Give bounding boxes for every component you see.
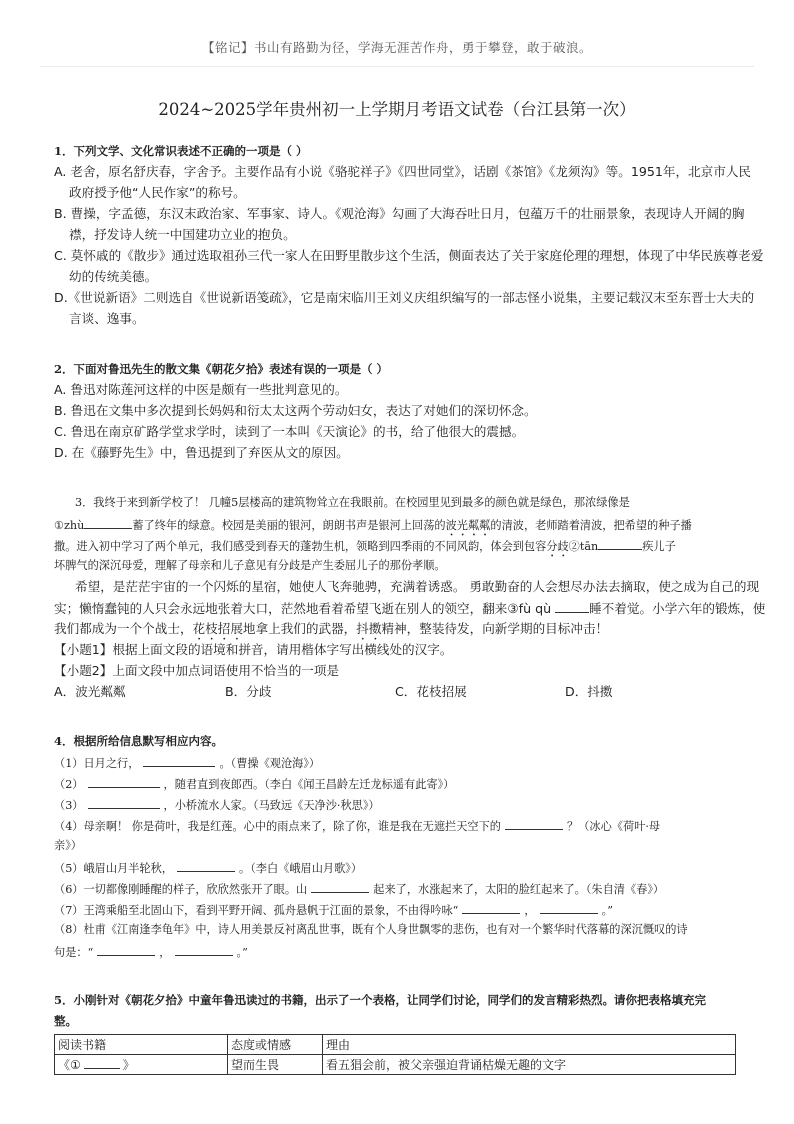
q4-item-3: （3） ，小桥流水人家。（马致远《天净沙·秋思》） (54, 796, 380, 814)
q2-option-b: B. 鲁迅在文集中多次提到长妈妈和衍太太这两个劳动妇女，表达了对她们的深切怀念。 (54, 403, 537, 418)
q3-passage-line1: 3．我终于来到新学校了！ 几幢5层楼高的建筑物耸立在我眼前。在校园里见到最多的颜色就是绿色，那浓绿像是 (75, 496, 630, 509)
header-book: 阅读书籍 (55, 1035, 228, 1055)
header-reason: 理由 (323, 1035, 736, 1055)
blank-4-4[interactable] (505, 817, 563, 830)
q1-option-c-line1: C. 莫怀戚的《散步》通过选取祖孙三代一家人在田野里散步这个生活，侧面表达了关于家庭伦理的理想，体现了中华民族尊老爱 (54, 248, 764, 263)
q1-option-d-line2: 言谈、逸事。 (69, 311, 145, 326)
blank-4-8b[interactable] (175, 943, 233, 956)
table-row (55, 1055, 736, 1075)
pinyin-tan: ②tān (568, 540, 599, 553)
q3-passage-line2: ①zhù 蓄了终年的绿意。校园是美丽的银河，朗朗书声是银河上回荡的波光粼粼的清波，老师踏着清波，把希望的种子播 (54, 516, 692, 539)
q1-option-a-line1: A. 老舍，原名舒庆春，字舍予。主要作品有小说《骆驼祥子》《四世同堂》，话剧《茶馆》《龙须沟》等。1951年，北京市人民 (54, 164, 752, 179)
blank-2[interactable] (598, 537, 642, 550)
row1-book: 《① 》 (55, 1055, 228, 1075)
q4-item-1: （1）日月之行， 。（曹操《观沧海》） (54, 754, 320, 772)
header-attitude: 态度或情感 (228, 1035, 323, 1055)
blank-4-1[interactable] (143, 754, 215, 767)
motto-banner: 【铭记】书山有路勤为径，学海无涯苦作舟，勇于攀登，敢于破浪。 (201, 40, 592, 55)
q3-subquestion-2: 【小题2】上面文段中加点词语使用不恰当的一项是 (54, 663, 340, 678)
q3-passage-line4: 坏脾气的深沉母爱，理解了母亲和儿子意见有分歧是产生委屈儿子的那份孝顺。 (54, 559, 446, 572)
q4-item-8-line1: （8）杜甫《江南逢李龟年》中，诗人用美景反衬离乱世事，既有个人身世飘零的悲伤，也有对一个繁华时代落幕的深沉慨叹的诗 (54, 923, 688, 936)
table-header-row (55, 1035, 736, 1055)
q5-stem-line2: 整。 (54, 1014, 77, 1028)
q3-choice-a: A．波光粼粼 (54, 684, 126, 699)
q3-paragraph2-line1: 希望，是茫茫宇宙的一个闪烁的星宿，她使人飞奔驰骋，充满着诱惑。 勇敢勤奋的人会想尽办法去摘取，使之成为自己的现 (75, 579, 760, 594)
q1-stem: 1．下列文学、文化常识表述不正确的一项是（ ） (54, 144, 308, 158)
exam-title: 2024~2025学年贵州初一上学期月考语文试卷（台江县第一次） (158, 100, 636, 119)
q3-choice-c: C．花枝招展 (395, 684, 467, 699)
q4-item-2: （2） ，随君直到夜郎西。（李白《闻王昌龄左迁龙标遥有此寄》） (54, 775, 454, 793)
q1-option-d-line1: D.《世说新语》二则选自《世说新语笺疏》，它是南宋临川王刘义庆组织编写的一部志怪小说集，主要记载汉末至东晋士大夫的 (54, 290, 755, 305)
q5-stem-line1: 5．小刚针对《朝花夕拾》中童年鲁迅读过的书籍，出示了一个表格，让同学们讨论，同学们的发言精彩热烈。请你把表格填充完 (54, 993, 706, 1007)
q4-item-4-line1: （4）母亲啊！ 你是荷叶，我是红莲。心中的雨点来了，除了你，谁是我在无遮拦天空下的 ？（冰心《荷叶·母 (54, 817, 660, 835)
dotted-word-3: 花枝招展 (192, 621, 243, 636)
q2-option-c: C. 鲁迅在南京矿路学堂求学时，读到了一本叫《天演论》的书，给了他很大的震撼。 (54, 424, 525, 439)
q3-paragraph2-line2: 实；懒惰蠢钝的人只会永远地张着大口，茫然地看着希望飞逝在别人的领空，翻来③fù qù 睡不着觉。小学六年的锻炼，使 (54, 601, 766, 616)
header-divider (40, 66, 754, 67)
dotted-word-4: 抖擞 (356, 621, 382, 636)
q3-subquestion-1: 【小题1】根据上面文段的语境和拼音，请用楷体字写出横线处的汉字。 (54, 642, 453, 657)
row1-attitude: 望而生畏 (228, 1055, 323, 1075)
q2-option-a: A. 鲁迅对陈莲河这样的中医是颇有一些批判意见的。 (54, 382, 348, 397)
blank-4-7b[interactable] (540, 901, 598, 914)
q4-item-4-line2: 亲》） (54, 839, 82, 852)
q4-item-5: （5）峨眉山月半轮秋， 。（李白《峨眉山月歌》） (54, 859, 362, 877)
q4-item-8-line2: 句是：“ ， 。” (54, 943, 248, 961)
q1-option-a-line2: 政府授予他“人民作家”的称号。 (69, 185, 246, 200)
q4-item-6: （6）一切都像刚睡醒的样子，欣欣然张开了眼。山 起来了，水涨起来了，太阳的脸红起来了。（朱自清《春》） (54, 880, 664, 898)
q1-option-b-line2: 襟，抒发诗人统一中国建功立业的抱负。 (69, 227, 296, 242)
blank-4-5[interactable] (177, 859, 235, 872)
row1-reason: 看五猖会前，被父亲强迫背诵枯燥无趣的文字 (323, 1055, 736, 1075)
q3-choice-b: B．分歧 (225, 684, 272, 699)
dotted-word-2: 分歧 (546, 540, 569, 553)
q2-stem: 2．下面对鲁迅先生的散文集《朝花夕拾》表述有误的一项是（ ） (54, 362, 389, 376)
blank-4-8a[interactable] (97, 943, 155, 956)
dotted-word-1: 波光粼粼 (445, 519, 491, 532)
blank-4-2[interactable] (88, 775, 160, 788)
q2-option-d: D. 在《藤野先生》中，鲁迅提到了弃医从文的原因。 (54, 445, 349, 460)
blank-5-1[interactable] (84, 1056, 120, 1069)
blank-4-6[interactable] (311, 880, 369, 893)
q3-choice-d: D．抖擞 (565, 684, 613, 699)
q3-passage-line3: 撒。进入初中学习了两个单元，我们感受到春天的蓬勃生机，领略到四季雨的不同风韵，体会到包容分歧②tān 疾儿子 (54, 537, 676, 560)
q4-stem: 4．根据所给信息默写相应内容。 (54, 734, 223, 748)
pinyin-zhu: ①zhù (54, 519, 85, 532)
blank-3[interactable] (555, 600, 589, 613)
q1-option-c-line2: 幼的传统美德。 (69, 269, 158, 284)
q3-paragraph2-line3: 我们都成为一个个战士，花枝招展地拿上我们的武器，抖擞精神，整装待发，向新学期的目标冲击！ (54, 621, 609, 636)
q1-option-b-line1: B. 曹操，字孟德，东汉末政治家、军事家、诗人。《观沧海》勾画了大海吞吐日月，包蕴万千的壮丽景象，表现诗人开阔的胸 (54, 206, 745, 221)
blank-4-3[interactable] (88, 796, 160, 809)
blank-4-7a[interactable] (462, 901, 520, 914)
reading-table (54, 1034, 736, 1075)
blank-1[interactable] (84, 516, 132, 529)
q4-item-7: （7）王湾乘船至北固山下，看到平野开阔、孤舟悬帆于江面的景象，不由得吟咏“ ， 。” (54, 901, 613, 919)
